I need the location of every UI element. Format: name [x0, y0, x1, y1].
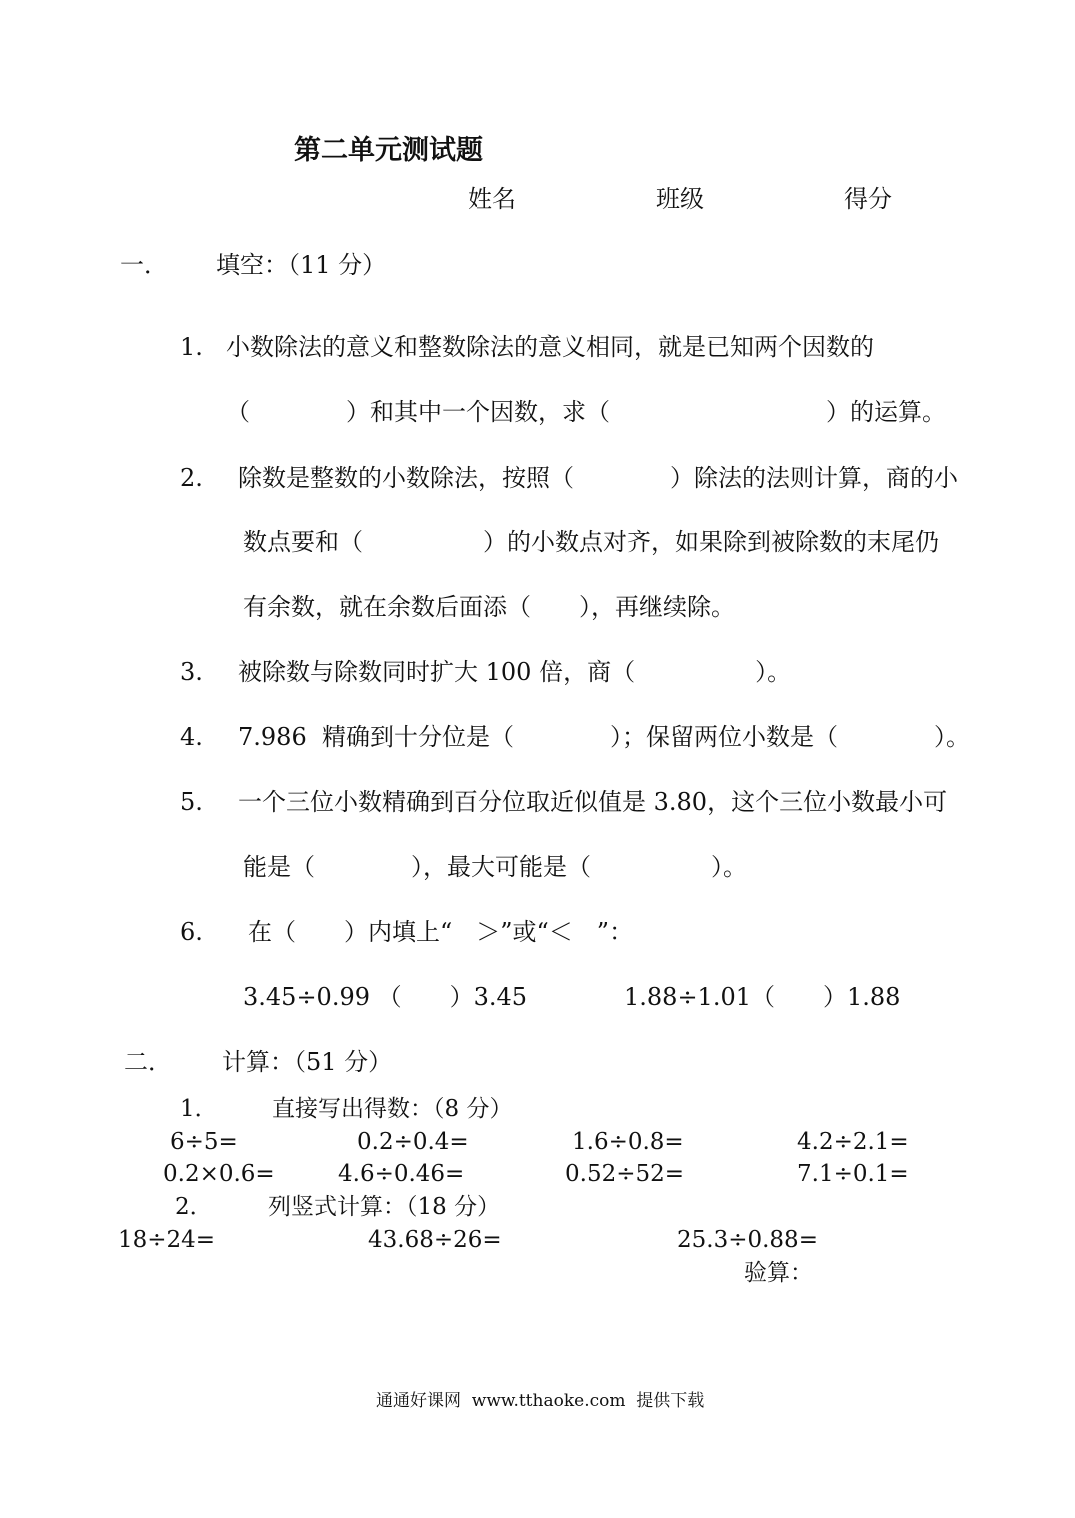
- oral-item: 4.6÷0.46=: [338, 1161, 465, 1187]
- sub1-heading: 直接写出得数：（8 分）: [272, 1096, 513, 1122]
- q1-number: 1.: [180, 333, 203, 361]
- oral-item: 6÷5=: [170, 1129, 238, 1155]
- name-label: 姓名: [468, 185, 516, 213]
- q2-line1: 除数是整数的小数除法，按照（ ）除法的法则计算，商的小: [238, 464, 958, 492]
- vertical-calc-item: 43.68÷26=: [368, 1227, 502, 1253]
- oral-item: 7.1÷0.1=: [797, 1161, 909, 1187]
- oral-item: 0.2×0.6=: [163, 1161, 275, 1187]
- oral-item: 0.2÷0.4=: [357, 1129, 469, 1155]
- section1-number: 一．: [120, 251, 168, 279]
- sub2-number: 2．: [175, 1194, 213, 1220]
- class-label: 班级: [656, 185, 704, 213]
- section2-heading: 计算：（51 分）: [222, 1048, 393, 1076]
- q5-line1: 一个三位小数精确到百分位取近似值是 3.80，这个三位小数最小可: [238, 788, 948, 816]
- q2-line2: 数点要和（ ）的小数点对齐，如果除到被除数的末尾仍: [243, 528, 939, 556]
- q1-line2: （ ）和其中一个因数，求（ ）的运算。: [226, 398, 946, 426]
- q2-line3: 有余数，就在余数后面添（ ），再继续除。: [243, 593, 735, 621]
- section2-number: 二．: [124, 1048, 172, 1076]
- q6-compare-left: 3.45÷0.99 （ ）3.45: [243, 983, 528, 1011]
- check-label: 验算：: [744, 1260, 813, 1286]
- score-label: 得分: [844, 185, 892, 213]
- q1-line1: 小数除法的意义和整数除法的意义相同，就是已知两个因数的: [226, 333, 874, 361]
- q2-number: 2.: [180, 464, 203, 492]
- q4-number: 4.: [180, 723, 203, 751]
- oral-item: 0.52÷52=: [565, 1161, 685, 1187]
- q4-line1: 7.986 精确到十分位是（ ）；保留两位小数是（ ）。: [238, 723, 970, 751]
- sub1-number: 1．: [180, 1096, 218, 1122]
- page-title: 第二单元测试题: [294, 135, 483, 166]
- footer-text: 通通好课网 www.tthaoke.com 提供下载: [376, 1391, 705, 1411]
- q6-number: 6.: [180, 918, 203, 946]
- oral-item: 4.2÷2.1=: [797, 1129, 909, 1155]
- q3-number: 3.: [180, 658, 203, 686]
- q5-number: 5.: [180, 788, 203, 816]
- section1-heading: 填空：（11 分）: [216, 251, 387, 279]
- q3-line1: 被除数与除数同时扩大 100 倍，商（ ）。: [238, 658, 792, 686]
- q5-line2: 能是（ ），最大可能是（ ）。: [243, 853, 747, 881]
- vertical-calc-item: 25.3÷0.88=: [677, 1227, 818, 1253]
- oral-item: 1.6÷0.8=: [572, 1129, 684, 1155]
- q6-compare-right: 1.88÷1.01（ ）1.88: [624, 983, 901, 1011]
- q6-line1: 在（ ）内填上“ ＞”或“＜ ”：: [248, 918, 634, 946]
- sub2-heading: 列竖式计算：（18 分）: [268, 1194, 501, 1220]
- vertical-calc-item: 18÷24=: [118, 1227, 216, 1253]
